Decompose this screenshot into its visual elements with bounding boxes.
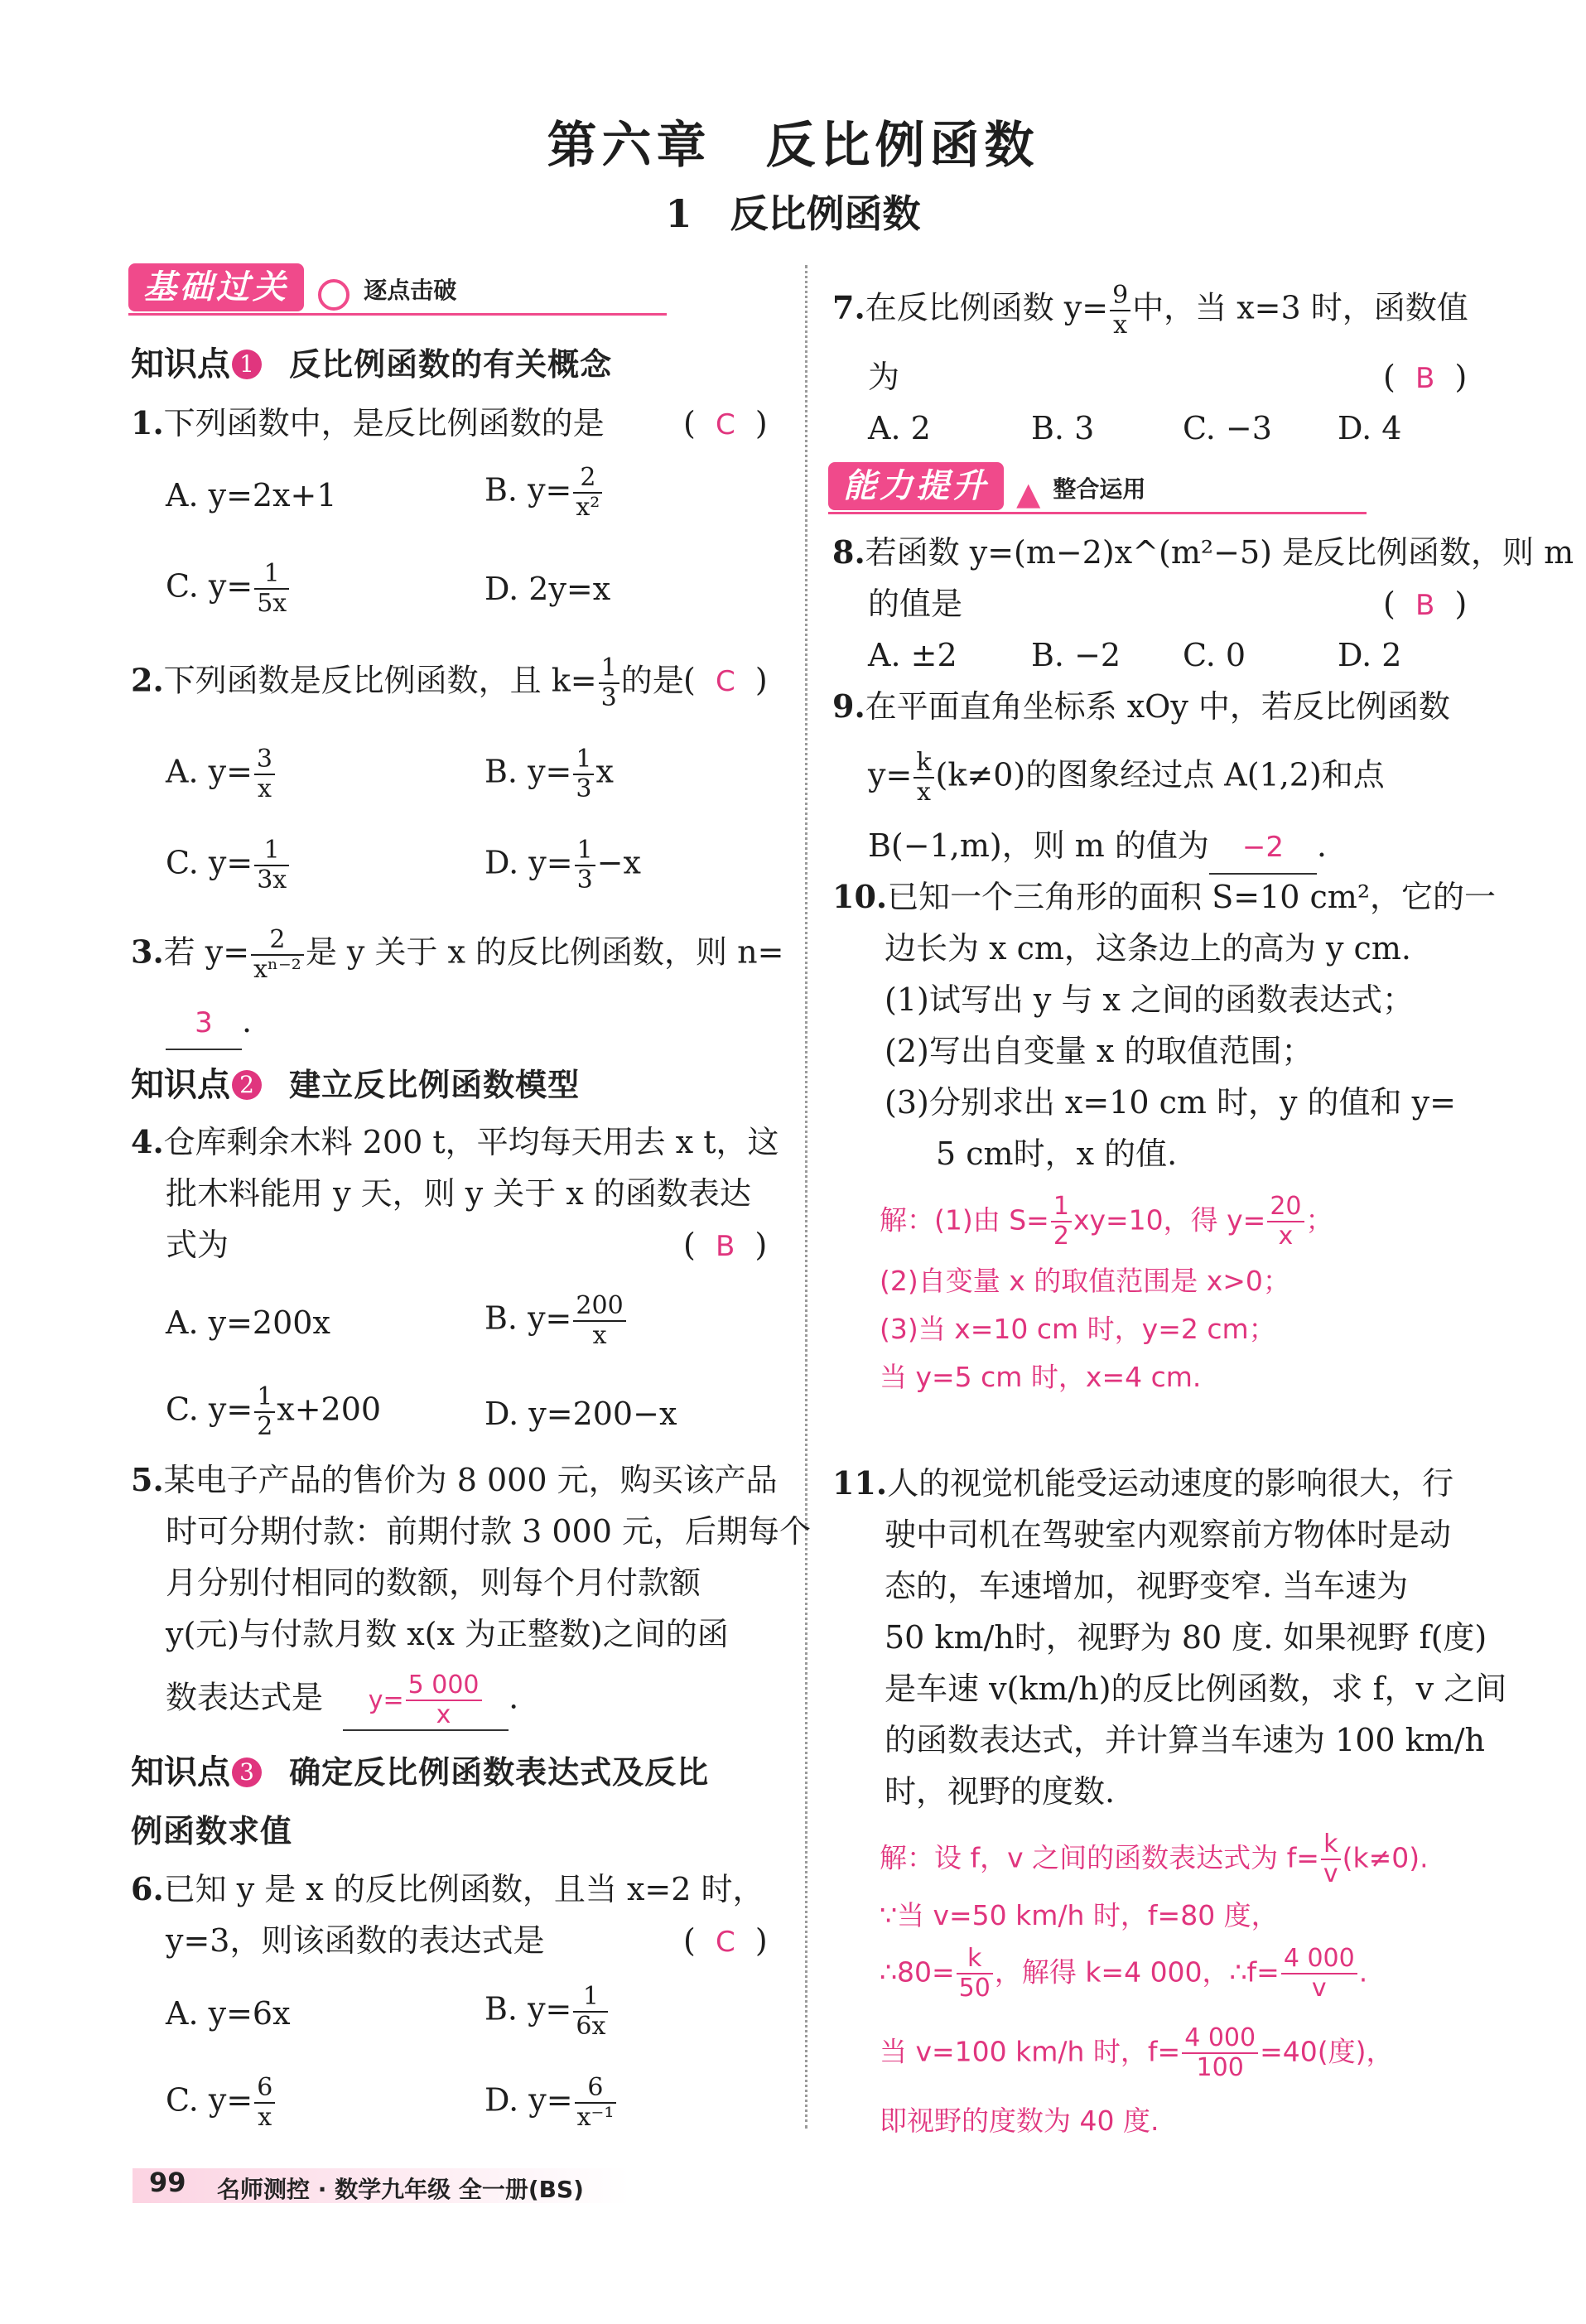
kp-label: 知识点 (131, 345, 230, 383)
answer-3: 3 (166, 997, 242, 1050)
q2-option-c: C. y= $\frac{1}{3x}$ (166, 837, 291, 894)
question-11-line6: 的函数表达式，并计算当车速为 100 km/h (885, 1722, 1486, 1758)
question-11-line3: 态的，车速增加，视野变窄. 当车速为 (885, 1568, 1409, 1604)
answer-5: y= $\frac{5 000}{x}$ (343, 1671, 509, 1731)
kp3-heading-line2: 例函数求值 (131, 1813, 293, 1849)
question-4-line3: 式为 (166, 1227, 229, 1263)
q1-option-c: C. y= $\frac{1}{5x}$ (166, 560, 291, 618)
q8-option-a: A. ±2 (868, 637, 957, 673)
question-7-line1: 7.在反比例函数 y= $\frac{9}{x}$ 中，当 x=3 时，函数值 (832, 281, 1468, 340)
q8-option-d: D. 2 (1338, 637, 1402, 673)
question-10-line1: 10.已知一个三角形的面积 S=10 cm²，它的一 (832, 878, 1497, 915)
question-8-line1: 8.若函数 y=(m−2)x^(m²−5) 是反比例函数，则 m (832, 533, 1574, 571)
question-10-line6: 5 cm时，x 的值. (936, 1135, 1178, 1172)
q7-option-b: B. 3 (1031, 410, 1095, 446)
question-11-line1: 11.人的视觉机能受运动速度的影响很大，行 (832, 1464, 1454, 1502)
q8-option-b: B. −2 (1031, 637, 1121, 673)
q4-option-c: C. y= $\frac{1}{2}$ x+200 (166, 1382, 382, 1441)
kp-heading: 反比例函数的有关概念 (289, 346, 613, 383)
question-10-line3: (1)试写出 y 与 x 之间的函数表达式； (885, 981, 1415, 1018)
banner-ability-sub: 整合运用 (1053, 475, 1146, 503)
answer-bracket-8: ( B ) (1383, 586, 1468, 622)
q7-option-a: A. 2 (868, 410, 931, 446)
question-10-line5: (3)分别求出 x=10 cm 时，y 的值和 y= (885, 1084, 1456, 1121)
answer-bracket-1: ( C ) (683, 405, 768, 441)
q11-solution-4: 当 v=100 km/h 时，f= $\frac{4 000}{100}$ =40(度)， (880, 2023, 1394, 2082)
q4-option-b: B. y= $\frac{200}{x}$ (484, 1292, 628, 1350)
q11-solution-5: 即视野的度数为 40 度. (880, 2105, 1159, 2137)
question-5-line1: 5.某电子产品的售价为 8 000 元，购买该产品 (131, 1461, 778, 1498)
banner-basic-rule (128, 313, 667, 316)
answer-2: C (715, 665, 735, 698)
knowledge-point-2: 知识点 2 建立反比例函数模型 (131, 1066, 581, 1104)
q10-solution-2: (2)自变量 x 的取值范围是 x>0； (880, 1265, 1290, 1297)
q6-option-a: A. y=6x (166, 1995, 291, 2032)
answer-8: B (1415, 589, 1435, 622)
answer-bracket-7: ( B ) (1383, 359, 1468, 395)
q2-option-a: A. y= $\frac{3}{x}$ (166, 745, 277, 803)
footer-book-title: 名师测控 · 数学九年级 全一册(BS) (217, 2176, 584, 2203)
q7-option-c: C. −3 (1183, 410, 1272, 446)
answer-6: C (715, 1926, 735, 1959)
question-1-stem: 1.下列函数中，是反比例函数的是 (131, 404, 605, 441)
question-3-stem: 3.若 y= $\frac{2}{\text{xⁿ⁻²}}$ 是 y 关于 x 的反比例函数，则 n= (131, 925, 784, 984)
q10-solution-1: 解：(1)由 S= $\frac{1}{2}$ xy=10，得 y= $\frac{20}{x}$ ； (880, 1192, 1333, 1251)
kp-number-badge: 2 (232, 1070, 262, 1100)
q1-option-b: B. y= $\frac{2}{\text{x²}}$ (484, 464, 604, 522)
section-title: 1 反比例函数 (665, 191, 921, 236)
q11-solution-2: ∵当 v=50 km/h 时，f=80 度， (880, 1899, 1279, 1931)
q11-solution-1: 解：设 f，v 之间的函数表达式为 f= $\frac{k}{v}$ (k≠0). (880, 1830, 1429, 1888)
answer-bracket-4: ( B ) (683, 1227, 768, 1263)
q10-solution-4: 当 y=5 cm 时，x=4 cm. (880, 1361, 1202, 1393)
q8-option-c: C. 0 (1183, 637, 1246, 673)
answer-bracket-6: ( C ) (683, 1922, 768, 1959)
banner-basic-label: 基础过关 (128, 263, 304, 311)
question-6-line2: y=3，则该函数的表达式是 (166, 1922, 545, 1959)
question-6-line1: 6.已知 y 是 x 的反比例函数，且当 x=2 时， (131, 1870, 764, 1907)
kp-number-badge: 1 (232, 350, 262, 379)
q6-option-c: C. y= $\frac{6}{x}$ (166, 2074, 277, 2132)
question-5-line2: 时可分期付款：前期付款 3 000 元，后期每个 (166, 1513, 811, 1550)
question-4-line2: 批木料能用 y 天，则 y 关于 x 的函数表达 (166, 1175, 751, 1212)
knowledge-point-1 (131, 338, 612, 385)
question-8-line2: 的值是 (868, 586, 963, 622)
answer-bracket-2: ( C ) (683, 662, 768, 698)
kp-number-badge: 3 (232, 1757, 262, 1787)
q3-answer-blank: 3 . (166, 996, 252, 1050)
banner-ability (828, 462, 1145, 512)
banner-ability-label: 能力提升 (828, 462, 1004, 510)
answer-1: C (715, 408, 735, 441)
q1-option-a: A. y=2x+1 (166, 477, 337, 513)
column-divider (805, 265, 807, 2129)
answer-7: B (1415, 362, 1435, 395)
q2-option-d: D. y= $\frac{1}{3}$ −x (484, 836, 641, 894)
q4-option-d: D. y=200−x (484, 1396, 677, 1432)
question-9-line3: B(−1,m)，则 m 的值为 −2 . (868, 820, 1327, 875)
q11-solution-3: ∴80= $\frac{k}{50}$ ，解得 k=4 000，∴f= $\frac{4 000}{v}$ . (880, 1944, 1368, 2003)
question-5-line3: 月分别付相同的数额，则每个月付款额 (166, 1565, 701, 1601)
q4-option-a: A. y=200x (166, 1304, 330, 1341)
target-icon (318, 279, 349, 311)
question-9-line1: 9.在平面直角坐标系 xOy 中，若反比例函数 (832, 687, 1450, 725)
q10-solution-3: (3)当 x=10 cm 时，y=2 cm； (880, 1313, 1276, 1345)
q7-option-d: D. 4 (1338, 410, 1402, 446)
q6-option-b: B. y= $\frac{1}{6x}$ (484, 1983, 610, 2041)
answer-4: B (715, 1230, 735, 1263)
question-11-line5: 是车速 v(km/h)的反比例函数，求 f，v 之间 (885, 1671, 1507, 1707)
question-10-line4: (2)写出自变量 x 的取值范围； (885, 1033, 1314, 1069)
question-5-line4: y(元)与付款月数 x(x 为正整数)之间的函 (166, 1616, 729, 1652)
banner-basic (128, 263, 456, 311)
question-7-line2: 为 (868, 359, 900, 395)
answer-9: −2 (1209, 822, 1317, 875)
question-9-line2: y= $\frac{k}{x}$ (k≠0)的图象经过点 A(1,2)和点 (868, 748, 1385, 807)
rocket-icon: ▲ (1016, 475, 1041, 512)
page-title: 第六章 反比例函数 (547, 117, 1039, 175)
q2-option-b: B. y= $\frac{1}{3}$ x (484, 745, 614, 803)
question-11-line2: 驶中司机在驾驶室内观察前方物体时是动 (885, 1516, 1452, 1553)
question-2-stem: 2.下列函数是反比例函数，且 k= $\frac{1}{3}$ 的是 (131, 653, 684, 712)
question-11-line4: 50 km/h时，视野为 80 度. 如果视野 f(度) (885, 1619, 1487, 1656)
q6-option-d: D. y= $\frac{6}{\text{x⁻¹}}$ (484, 2074, 618, 2132)
page-number: 99 (149, 2167, 186, 2198)
question-10-line2: 边长为 x cm，这条边上的高为 y cm. (885, 930, 1411, 967)
question-4-line1: 4.仓库剩余木料 200 t，平均每天用去 x t，这 (131, 1123, 779, 1160)
banner-ability-rule (828, 512, 1367, 514)
knowledge-point-3: 知识点 3 确定反比例函数表达式及反比 (131, 1753, 710, 1791)
banner-basic-sub: 逐点击破 (364, 277, 457, 304)
question-5-line5: 数表达式是 y= $\frac{5 000}{x}$ . (166, 1671, 519, 1729)
q1-option-d: D. 2y=x (484, 571, 611, 607)
question-11-line7: 时，视野的度数. (885, 1773, 1116, 1810)
